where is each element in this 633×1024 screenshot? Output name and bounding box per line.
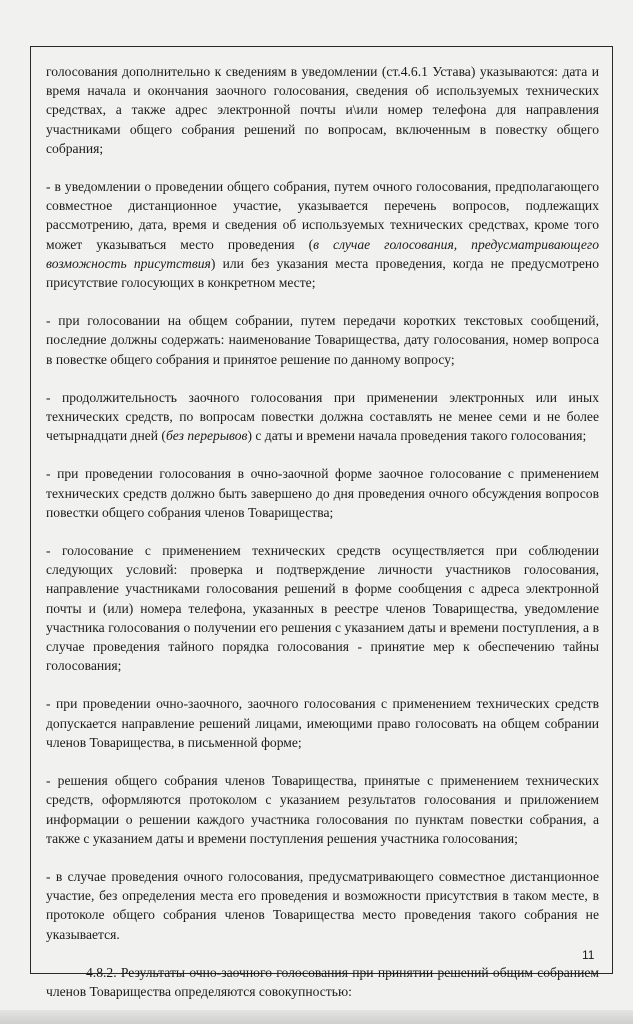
paragraph-protocol: - решения общего собрания членов Товарищества, принятые с применением технических средств, оформляются протоколом с указанием результатов голосования и приложением информации о решении каждого участника голосования по пунктам повестки собрания, а также с указанием даты и времени поступления решения участника голосования; (46, 773, 599, 846)
scan-edge-shadow (0, 1010, 633, 1024)
italic-phrase-case: в случае голосования, предусматривающего возможность присутствия (46, 236, 600, 271)
paragraph-sms-voting: - при голосовании на общем собрании, путем передачи коротких текстовых сообщений, последние должны содержать: наименование Товарищества, дату голосования, номер вопроса в повестке общего собрания и принятое решение по данному вопросу; (46, 313, 599, 367)
italic-phrase-no-breaks: без перерывов (165, 428, 248, 444)
paragraph-mixed-form: - при проведении голосования в очно-заочной форме заочное голосование с применением технических средств должно быть завершено до дня проведения очного обсуждения вопросов повестки общего собрания членов Товарищества; (46, 466, 599, 520)
paragraph-section-4-8-2: 4.8.2. Результаты очно-заочного голосования при принятии решений общим собранием членов Товарищества определяются совокупностью: (46, 964, 599, 999)
paragraph-voting-duration: - продолжительность заочного голосования при применении электронных или иных технических средств, по вопросам повестки должна составлять не менее семи и не более четырнадцати дней (без перерывов) с даты и времени начала проведения такого голосования; (46, 389, 599, 444)
page-number: 11 (582, 948, 595, 962)
paragraph-written-form: - при проведении очно-заочного, заочного голосования с применением технических средств допускается направление решений лицами, имеющими право голосовать на общем собрании членов Товарищества, в письменной форме; (46, 696, 599, 750)
document-body (46, 62, 599, 1001)
paragraph-no-location: - в случае проведения очного голосования, предусматривающего совместное дистанционное участие, без определения места его проведения и возможности присутствия в таком месте, в протоколе общего собрания членов Товарищества место проведения такого собрания не указывается. (46, 868, 599, 942)
paragraph-conditions: - голосование с применением технических средств осуществляется при соблюдении следующих условий: проверка и подтверждение личности участников голосования, направление участниками голосования решений в форме сообщения с адреса электронной почты и (или) номера телефона, указанных в реестре членов Товарищества, уведомление участника голосования о получении его решения с указанием даты и времени поступления, а в случае проведения тайного порядка голосования - принятие мер к обеспечению тайны голосования; (46, 543, 599, 674)
paragraph-remote-participation: - в уведомлении о проведении общего собрания, путем очного голосования, предполагающего совместное дистанционное участие, указывается перечень вопросов, подлежащих рассмотрению, дата, время и сведения об используемых технических средствах, кроме того может указываться место проведения (в случае голосования, предусматривающего возможность присутствия) или без указания места проведения, когда не предусмотрено присутствие голосующих в конкретном месте; (46, 179, 600, 291)
paragraph-voting-notice-details: голосования дополнительно к сведениям в уведомлении (ст.4.6.1 Устава) указываются: дата и время начала и окончания заочного голосования, сведения об используемых технических средствах, а также адрес электронной почты и\или номер телефона для направления участниками общего собрания решений по вопросам, включенным в повестку общего собрания; (46, 64, 599, 156)
